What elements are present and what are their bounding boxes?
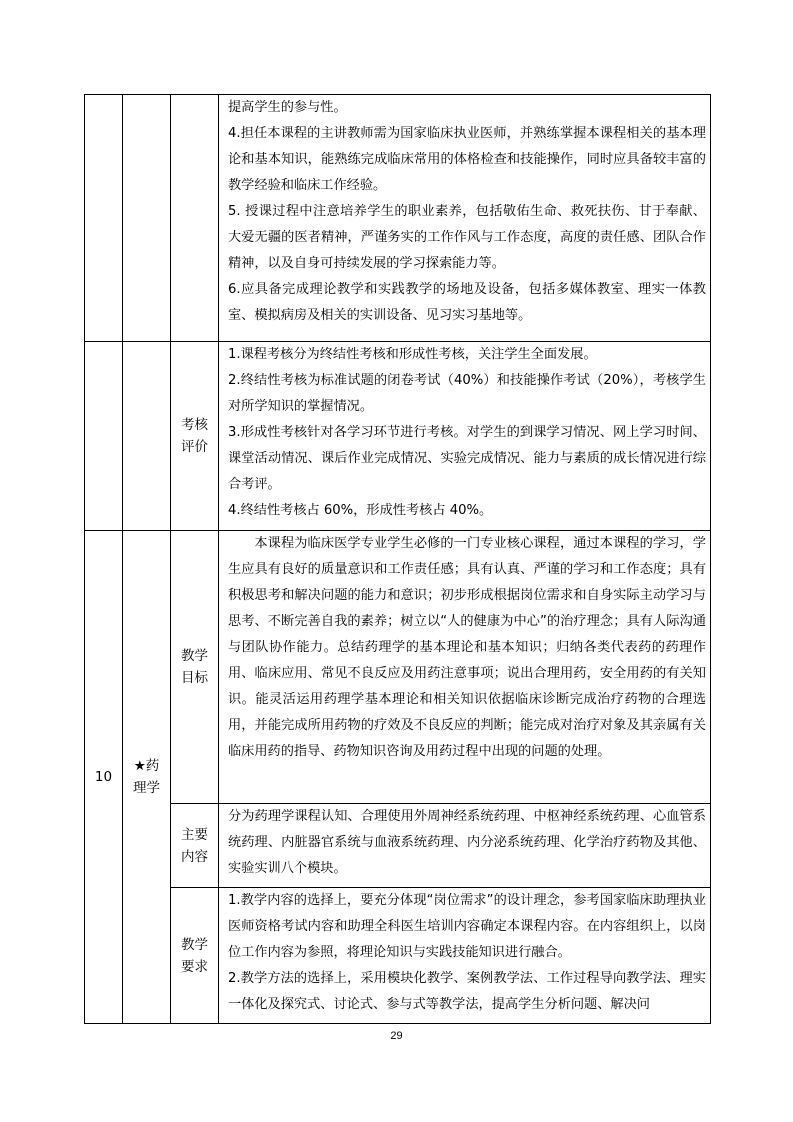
table-row	[85, 804, 711, 888]
table-row	[85, 531, 711, 804]
course-table	[84, 94, 711, 1024]
page-number: 29	[390, 1030, 403, 1042]
course-number: 10	[94, 769, 113, 785]
section-label-cell	[171, 95, 219, 342]
number-cell	[85, 531, 123, 1024]
section-label-cell	[171, 804, 219, 888]
section-label: 教学要求	[181, 936, 208, 975]
number-cell	[85, 95, 123, 342]
content-paragraph: 6.应具备完成理论教学和实践教学的场地及设备，包括多媒体教室、理实一体教室、模拟病房及相关的实训设备、见习实习基地等。	[228, 282, 706, 323]
course-name-cell	[123, 531, 171, 1024]
content-paragraph: 3.形成性考核针对各学习环节进行考核。对学生的到课学习情况、网上学习时间、课堂活动情况、课后作业完成情况、实验完成情况、能力与素质的成长情况进行综合考评。	[228, 425, 706, 492]
content-paragraph: 分为药理学课程认知、合理使用外周神经系统药理、中枢神经系统药理、心血管系统药理、内脏器官系统与血液系统药理、内分泌系统药理、化学治疗药物及其他、实验实训八个模块。	[228, 809, 706, 876]
content-paragraph: 4.担任本课程的主讲教师需为国家临床执业医师，并熟练掌握本课程相关的基本理论和基本知识，能熟练完成临床常用的体格检查和技能操作，同时应具备较丰富的教学经验和临床工作经验。	[228, 126, 706, 193]
content-paragraph: 2.终结性考核为标准试题的闭卷考试（40%）和技能操作考试（20%），考核学生对所学知识的掌握情况。	[228, 373, 706, 414]
section-label: 主要内容	[181, 826, 208, 865]
section-label: 考核评价	[181, 417, 208, 455]
section-label: 教学目标	[181, 648, 208, 686]
content-paragraph: 本课程为临床医学专业学生必修的一门专业核心课程，通过本课程的学习，学生应具有良好的质量意识和工作责任感；具有认真、严谨的学习和工作态度；具有积极思考和解决问题的能力和意识；初步形成根据岗位需求和自身实际主动学习与思考、不断完善自我的素养；树立以“人的健康为中心”的治疗理念；具有人际沟通与团队协作能力。总结药理学的基本理论和基本知识；归纳各类代表药的药理作用、临床应用、常见不良反应及用药注意事项；说出合理用药，安全用药的有关知识。能灵活运用药理学基本理论和相关知识依据临床诊断完成治疗药物的合理选用，并能完成所用药物的疗效及不良反应的判断；能完成对治疗对象及其亲属有关临床用药的指导、药物知识咨询及用药过程中出现的问题的处理。	[228, 536, 706, 759]
content-paragraph: 提高学生的参与性。	[228, 100, 347, 115]
table-row	[85, 342, 711, 531]
section-content	[219, 804, 711, 888]
course-name: ★药理学	[133, 758, 160, 796]
content-paragraph: 2.教学方法的选择上，采用模块化教学、案例教学法、工作过程导向教学法、理实一体化及探究式、讨论式、参与式等教学法，提高学生分析问题、解决问	[228, 971, 706, 1012]
content-paragraph: 5. 授课过程中注意培养学生的职业素养，包括敬佑生命、救死扶伤、甘于奉献、大爱无疆的医者精神，严谨务实的工作作风与工作态度，高度的责任感、团队合作精神，以及自身可持续发展的学习探索能力等。	[228, 204, 706, 271]
section-label-cell	[171, 342, 219, 531]
number-cell	[85, 342, 123, 531]
section-label-cell	[171, 531, 219, 804]
table-row	[85, 95, 711, 342]
section-label-cell	[171, 888, 219, 1024]
section-content	[219, 531, 711, 804]
content-paragraph: 1.教学内容的选择上，要充分体现“岗位需求”的设计理念，参考国家临床助理执业医师资格考试内容和助理全科医生培训内容确定本课程内容。在内容组织上，以岗位工作内容为参照，将理论知识与实践技能知识进行融合。	[228, 893, 706, 960]
content-paragraph: 4.终结性考核占 60%，形成性考核占 40%。	[228, 503, 493, 518]
table-row	[85, 888, 711, 1024]
course-name-cell	[123, 95, 171, 342]
content-paragraph: 1.课程考核分为终结性考核和形成性考核，关注学生全面发展。	[228, 347, 597, 362]
course-name-cell	[123, 342, 171, 531]
section-content	[219, 888, 711, 1024]
section-content	[219, 342, 711, 531]
section-content	[219, 95, 711, 342]
